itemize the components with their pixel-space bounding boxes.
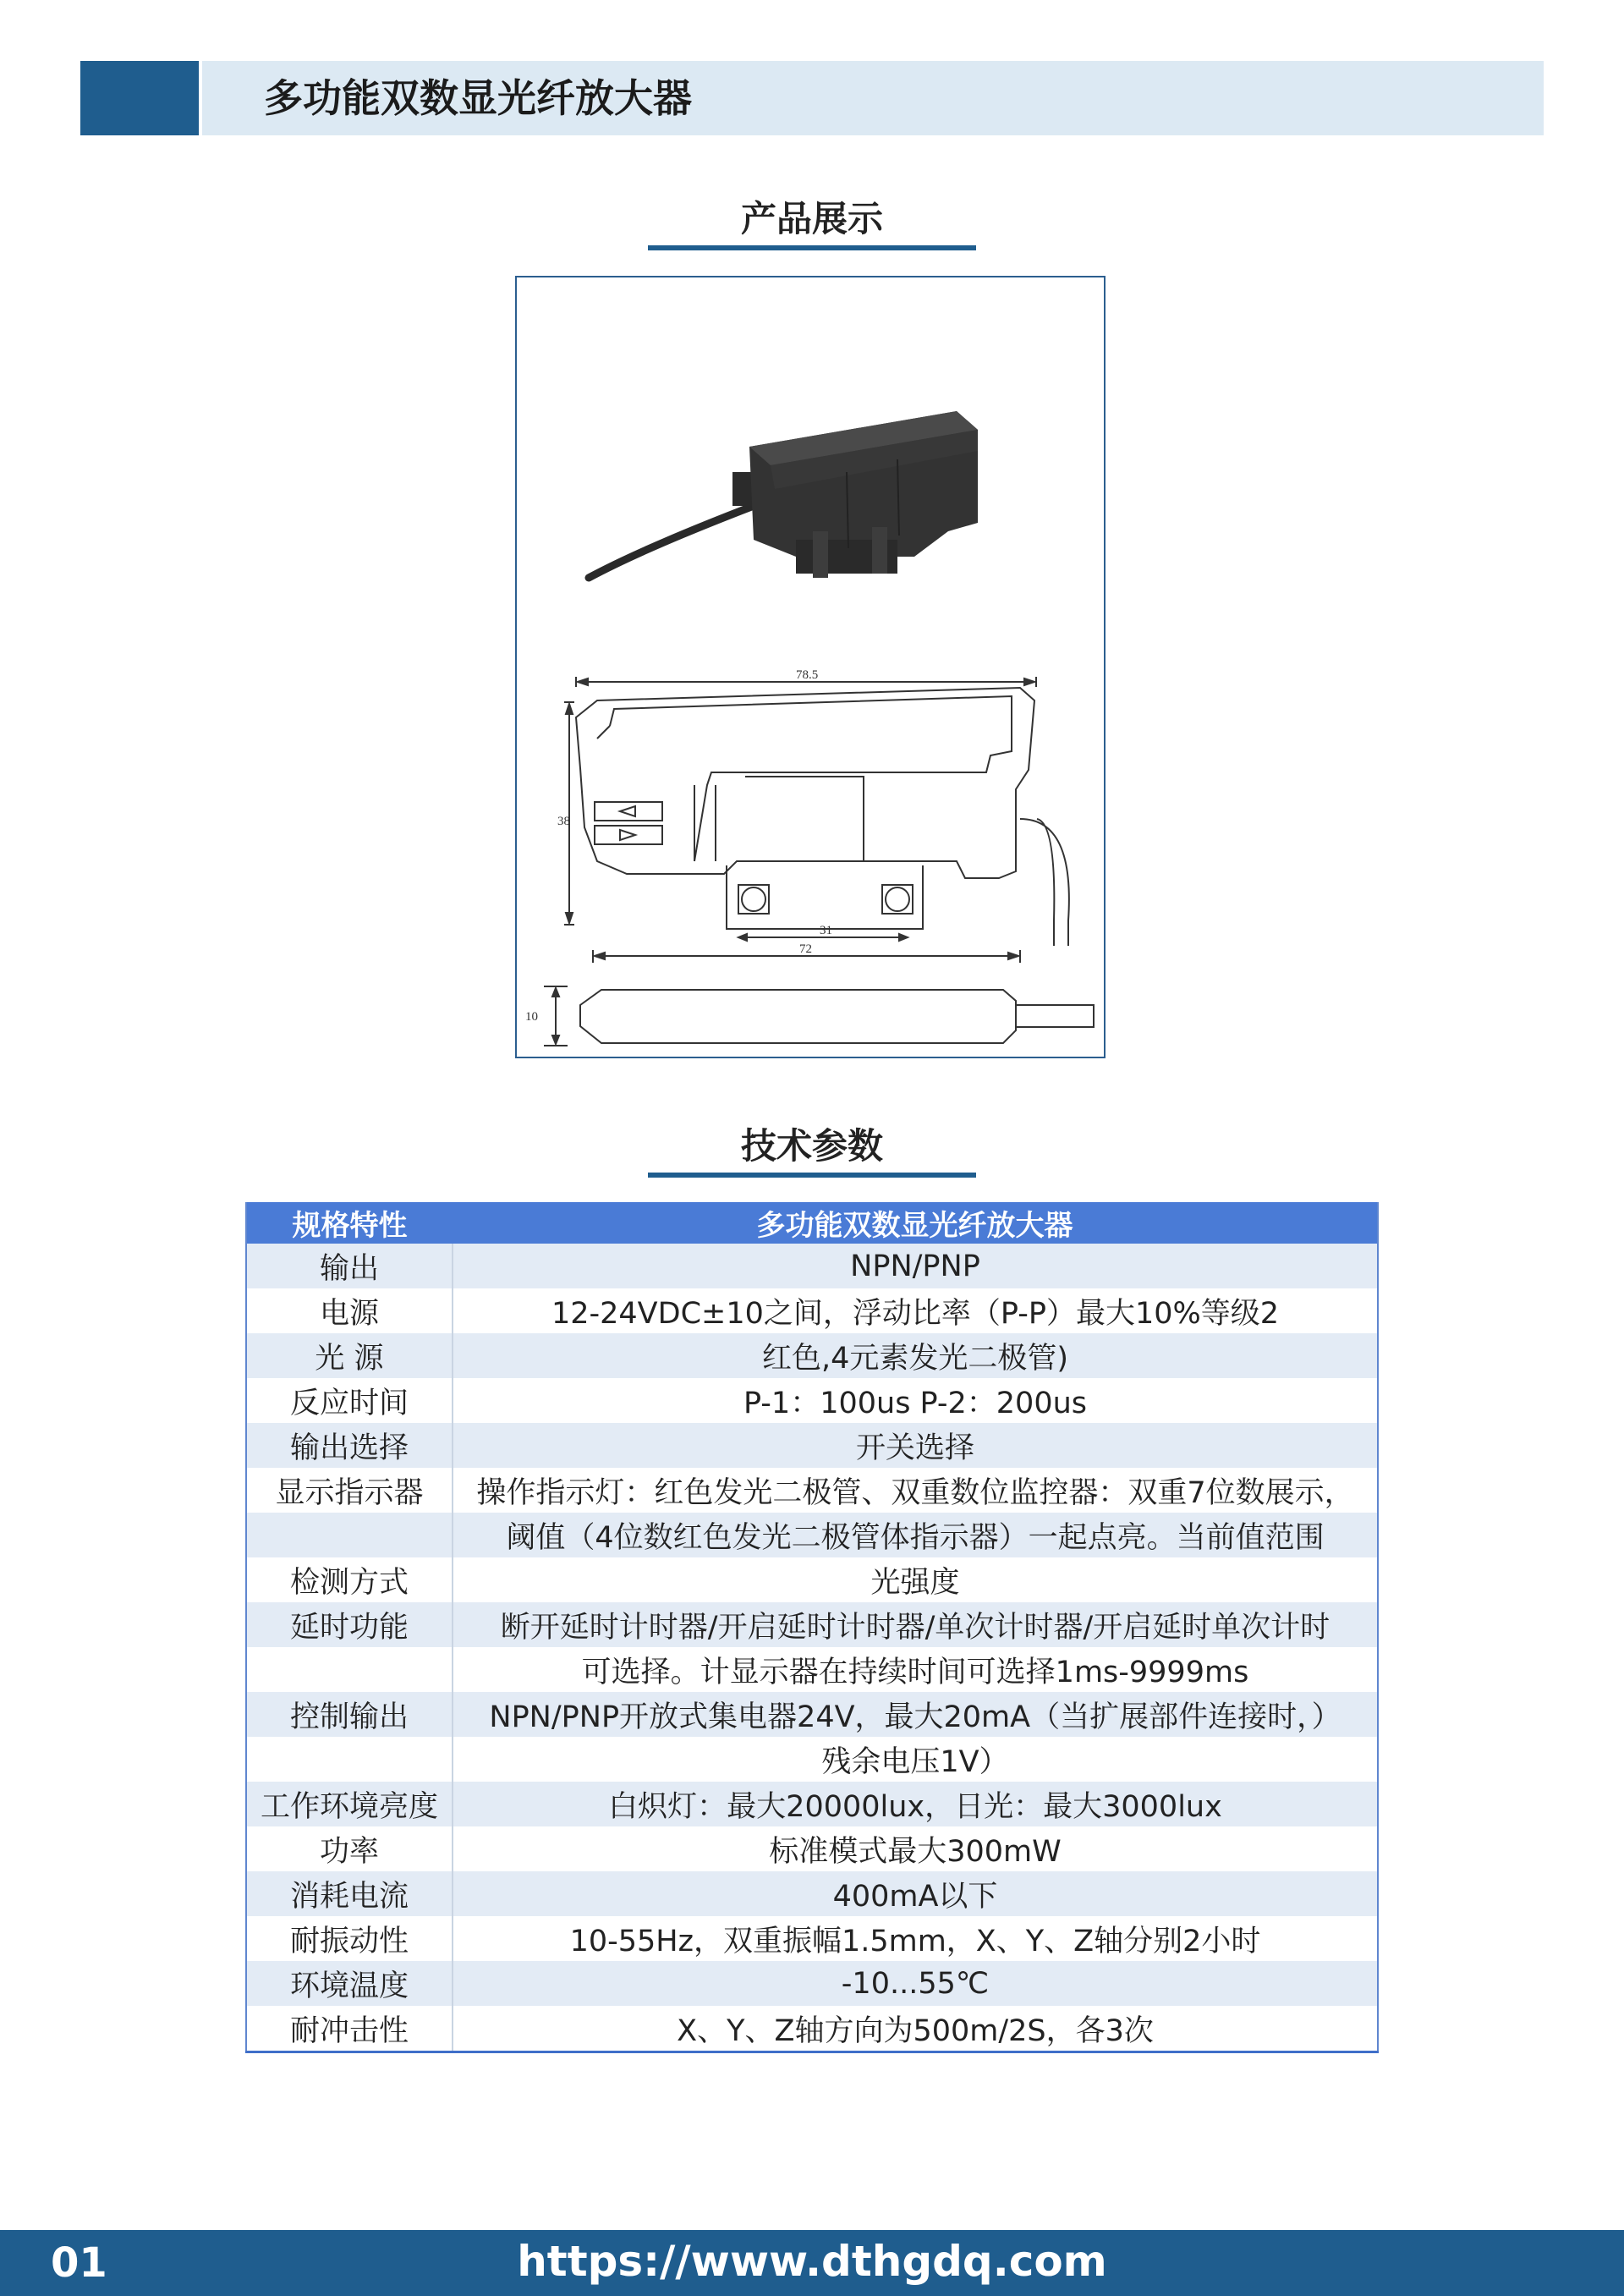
spec-value: 操作指示灯：红色发光二极管、双重数位监控器：双重7位数展示，: [453, 1468, 1378, 1513]
table-row: [246, 1423, 1378, 1468]
dim-base-label: 72: [799, 942, 812, 956]
spec-key: 输出选择: [246, 1423, 453, 1468]
section-title-product: 产品展示: [740, 198, 883, 239]
table-row: [246, 1916, 1378, 1961]
table-header-row: [246, 1202, 1378, 1244]
product-image-frame: [515, 276, 1106, 1058]
spec-value: 红色,4元素发光二极管): [453, 1333, 1378, 1378]
spec-value: 光强度: [453, 1557, 1378, 1602]
spec-key: 工作环境亮度: [246, 1782, 453, 1826]
table-row: [246, 1826, 1378, 1871]
section-underline-tech: [648, 1173, 976, 1178]
table-row: [246, 1961, 1378, 2006]
product-photo: [589, 411, 978, 578]
table-row: [246, 1692, 1378, 1737]
spec-key: 消耗电流: [246, 1871, 453, 1916]
table-header-feature: 规格特性: [246, 1202, 453, 1244]
page-number: 01: [51, 2239, 107, 2287]
table-row: [246, 1557, 1378, 1602]
table-row: [246, 1647, 1378, 1692]
spec-key: 电源: [246, 1288, 453, 1333]
table-row: [246, 1782, 1378, 1826]
spec-value: 白炽灯：最大20000lux，日光：最大3000lux: [453, 1782, 1378, 1826]
spec-value: 开关选择: [453, 1423, 1378, 1468]
spec-value: 可选择。计显示器在持续时间可选择1ms-9999ms: [453, 1647, 1378, 1692]
spec-key: 显示指示器: [246, 1468, 453, 1513]
table-row: [246, 2006, 1378, 2052]
table-row: [246, 1378, 1378, 1423]
table-row: [246, 1244, 1378, 1288]
dim-height-label: 38: [557, 815, 570, 828]
section-title-tech: 技术参数: [740, 1125, 883, 1167]
product-illustration: [517, 277, 1106, 1058]
header-accent-block: [80, 61, 199, 135]
spec-key: [246, 1737, 453, 1782]
table-row: [246, 1333, 1378, 1378]
spec-key: [246, 1513, 453, 1557]
spec-value: 断开延时计时器/开启延时计时器/单次计时器/开启延时单次计时: [453, 1602, 1378, 1647]
spec-value: X、Y、Z轴方向为500m/2S，各3次: [453, 2006, 1378, 2052]
spec-key: 输出: [246, 1244, 453, 1288]
spec-value: 12-24VDC±10之间，浮动比率（P-P）最大10%等级2: [453, 1288, 1378, 1333]
spec-value: 400mA以下: [453, 1871, 1378, 1916]
spec-key: 控制输出: [246, 1692, 453, 1737]
table-row: [246, 1513, 1378, 1557]
spec-key: 检测方式: [246, 1557, 453, 1602]
spec-key: 延时功能: [246, 1602, 453, 1647]
dim-mount-label: 31: [820, 924, 832, 937]
table-row: [246, 1602, 1378, 1647]
spec-value: NPN/PNP开放式集电器24V，最大20mA（当扩展部件连接时，）: [453, 1692, 1378, 1737]
spec-value: P-1：100us P-2：200us: [453, 1378, 1378, 1423]
page-title: 多功能双数显光纤放大器: [264, 75, 692, 121]
spec-key: 环境温度: [246, 1961, 453, 2006]
spec-value: -10...55℃: [453, 1961, 1378, 2006]
spec-table: [245, 1202, 1379, 2053]
spec-value: 阈值（4位数红色发光二极管体指示器）一起点亮。当前值范围: [453, 1513, 1378, 1557]
spec-value: 残余电压1V）: [453, 1737, 1378, 1782]
table-row: [246, 1871, 1378, 1916]
spec-key: [246, 1647, 453, 1692]
spec-value: 10-55Hz，双重振幅1.5mm，X、Y、Z轴分别2小时: [453, 1916, 1378, 1961]
spec-key: 反应时间: [246, 1378, 453, 1423]
spec-key: 耐振动性: [246, 1916, 453, 1961]
table-row: [246, 1468, 1378, 1513]
dim-thickness-label: 10: [525, 1010, 538, 1024]
website-url[interactable]: https://www.dthgdq.com: [517, 2237, 1107, 2286]
table-row: [246, 1737, 1378, 1782]
spec-key: 光 源: [246, 1333, 453, 1378]
table-header-product: 多功能双数显光纤放大器: [453, 1202, 1378, 1244]
spec-key: 耐冲击性: [246, 2006, 453, 2052]
spec-value: NPN/PNP: [453, 1244, 1378, 1288]
dimension-labels: [525, 668, 832, 1024]
spec-key: 功率: [246, 1826, 453, 1871]
dim-length-label: 78.5: [796, 668, 819, 682]
table-row: [246, 1288, 1378, 1333]
dimension-drawing: [544, 677, 1094, 1046]
section-underline-product: [648, 245, 976, 250]
spec-value: 标准模式最大300mW: [453, 1826, 1378, 1871]
